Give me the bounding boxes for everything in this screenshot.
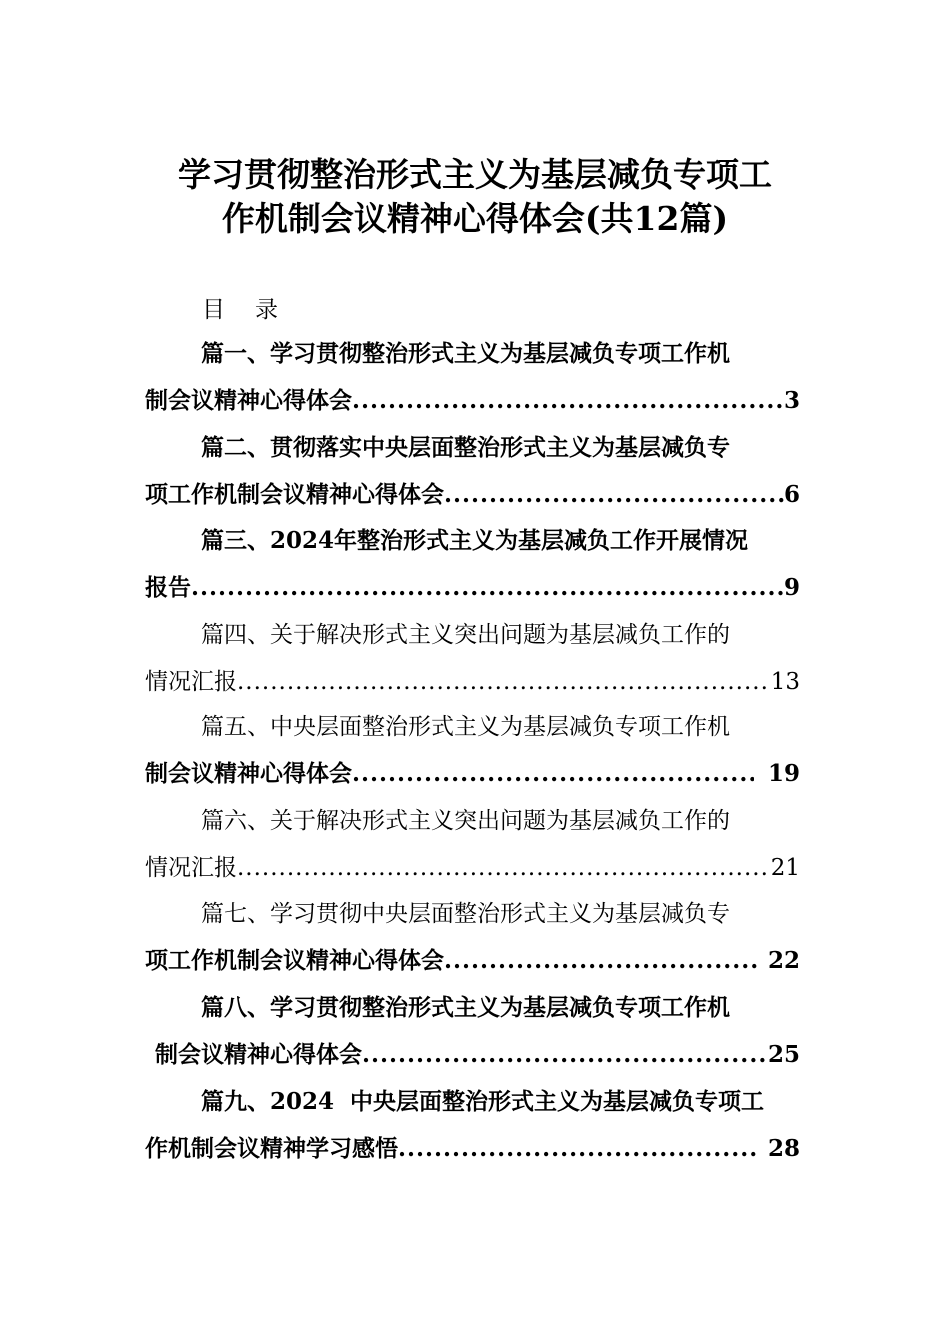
toc-entry-title: 篇四、关于解决形式主义突出问题为基层减负工作的 — [201, 622, 730, 648]
toc-entry-2[interactable] — [145, 429, 800, 514]
toc-page-number: 13 — [770, 669, 800, 695]
toc-entry-title-cont: 项工作机制会议精神心得体会 — [145, 947, 444, 974]
toc-page-number: 3 — [783, 387, 800, 414]
toc-entry-title-cont: 情况汇报 — [145, 855, 237, 881]
toc-entry-title: 篇八、学习贯彻整治形式主义为基层减负专项工作机 — [201, 994, 730, 1021]
toc-leader-dots — [237, 663, 771, 701]
toc-heading-char-1: 目 — [202, 297, 225, 323]
toc-page-number: 6 — [783, 481, 800, 508]
toc-entry-3[interactable] — [145, 522, 800, 607]
toc-leader-dots — [444, 942, 758, 980]
toc-page-number: 9 — [783, 574, 800, 601]
toc-entry-4[interactable] — [145, 616, 800, 701]
toc-page-number: 21 — [770, 855, 800, 881]
toc-leader-dots — [352, 755, 754, 793]
toc-entry-title: 篇七、学习贯彻中央层面整治形式主义为基层减负专 — [201, 901, 730, 927]
toc-page-number: 25 — [767, 1041, 800, 1068]
toc-entry-title-cont: 制会议精神心得体会 — [155, 1041, 362, 1068]
toc-page-number: 22 — [767, 947, 800, 974]
toc-entry-title: 篇三、2024年整治形式主义为基层减负工作开展情况 — [201, 527, 749, 554]
toc-entry-title: 篇五、中央层面整治形式主义为基层减负专项工作机 — [201, 714, 730, 740]
toc-entry-8[interactable] — [145, 989, 800, 1074]
toc-leader-dots — [362, 1036, 768, 1074]
title-line-1: 学习贯彻整治形式主义为基层减负专项工 — [178, 155, 772, 194]
toc-entry-title: 篇一、学习贯彻整治形式主义为基层减负专项工作机 — [201, 340, 730, 367]
toc-entry-title-cont: 制会议精神心得体会 — [145, 760, 352, 787]
toc-entry-9[interactable] — [145, 1083, 800, 1168]
toc-heading — [202, 291, 278, 324]
toc-entry-title: 篇二、贯彻落实中央层面整治形式主义为基层减负专 — [201, 434, 730, 461]
toc-leader-dots — [444, 476, 784, 514]
document-title — [150, 153, 800, 241]
toc-entry-title: 篇九、2024 中央层面整治形式主义为基层减负专项工 — [201, 1088, 765, 1115]
toc-entry-title-cont: 情况汇报 — [145, 669, 237, 695]
toc-entry-1[interactable] — [145, 335, 800, 420]
toc-leader-dots — [352, 382, 784, 420]
toc-leader-dots — [191, 569, 784, 607]
toc-heading-char-2: 录 — [255, 297, 278, 323]
title-line-2: 作机制会议精神心得体会(共12篇) — [221, 199, 729, 238]
toc-entry-7[interactable] — [145, 895, 800, 980]
toc-leader-dots — [237, 849, 771, 887]
toc-entry-title-cont: 报告 — [145, 574, 191, 601]
toc-entry-title-cont: 制会议精神心得体会 — [145, 387, 352, 414]
toc-entry-6[interactable] — [145, 802, 800, 887]
toc-leader-dots — [398, 1130, 758, 1168]
toc-entry-5[interactable] — [145, 708, 800, 793]
toc-page-number: 28 — [767, 1135, 800, 1162]
toc-entry-title: 篇六、关于解决形式主义突出问题为基层减负工作的 — [201, 808, 730, 834]
toc-page-number: 19 — [767, 760, 800, 787]
toc-entry-title-cont: 作机制会议精神学习感悟 — [145, 1135, 398, 1162]
toc-entry-title-cont: 项工作机制会议精神心得体会 — [145, 481, 444, 508]
